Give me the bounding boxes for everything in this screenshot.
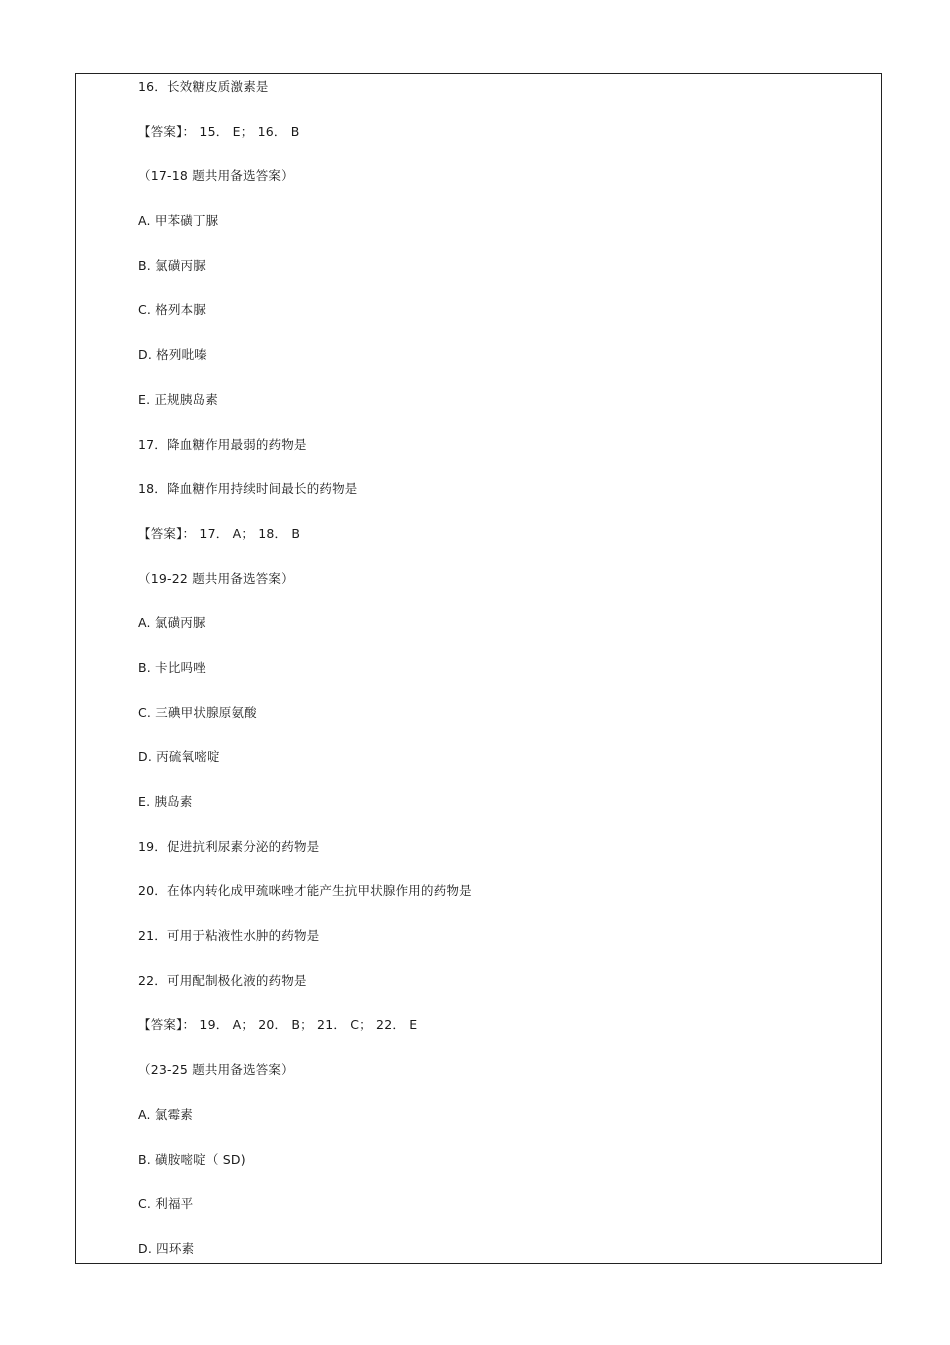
group-header-23-25: （23-25 题共用备选答案） [138,1062,294,1078]
option-c: C. 利福平 [138,1196,194,1212]
option-d: D. 四环素 [138,1240,195,1256]
option-a: A. 氯磺丙脲 [138,615,206,631]
option-d: D. 格列吡嗪 [138,347,207,363]
question-18: 18．降血糖作用持续时间最长的药物是 [138,481,358,497]
answer-19-22: 【答案】： 19． A； 20． B； 21． C； 22． E [138,1017,418,1033]
option-b: B. 卡比吗唑 [138,659,206,675]
answer-15-16: 【答案】： 15． E； 16． B [138,123,300,139]
group-header-19-22: （19-22 题共用备选答案） [138,570,294,586]
question-20: 20．在体内转化成甲巯咪唑才能产生抗甲状腺作用的药物是 [138,883,472,899]
option-b: B. 磺胺嘧啶（ SD) [138,1151,246,1167]
question-22: 22．可用配制极化液的药物是 [138,972,307,988]
document-body [138,77,858,1284]
question-16: 16．长效糖皮质激素是 [138,79,269,94]
option-d: D. 丙硫氧嘧啶 [138,749,220,765]
option-b: B. 氯磺丙脲 [138,257,206,273]
option-a: A. 氯霉素 [138,1106,193,1122]
question-19: 19．促进抗利尿素分泌的药物是 [138,838,320,854]
question-17: 17．降血糖作用最弱的药物是 [138,436,307,452]
answer-17-18: 【答案】： 17． A； 18． B [138,525,301,541]
group-header-17-18: （17-18 题共用备选答案） [138,168,294,184]
option-c: C. 格列本脲 [138,302,207,318]
option-e: E. 正规胰岛素 [138,391,218,407]
option-e: E. 胰岛素 [138,794,193,809]
option-a: A. 甲苯磺丁脲 [138,213,219,229]
option-c: C. 三碘甲状腺原氨酸 [138,704,257,720]
question-21: 21．可用于粘液性水肿的药物是 [138,928,320,944]
